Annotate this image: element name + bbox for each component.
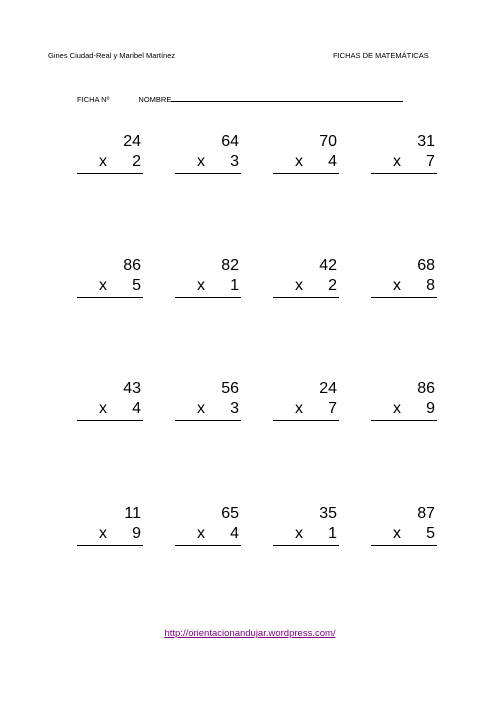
- answer-line: [175, 297, 241, 298]
- multiplication-problem: [273, 380, 339, 424]
- answer-line: [273, 420, 339, 421]
- answer-line: [371, 173, 437, 174]
- multiplicand: 87: [417, 505, 435, 522]
- multiply-operator: x: [197, 277, 205, 294]
- multiplication-problem: [77, 133, 143, 177]
- multiplication-problem: [371, 257, 437, 301]
- answer-line: [175, 173, 241, 174]
- multiply-operator: x: [295, 525, 303, 542]
- multiplier: 9: [426, 400, 435, 417]
- multiplier: 4: [328, 153, 337, 170]
- multiplier: 7: [426, 153, 435, 170]
- answer-line: [175, 420, 241, 421]
- multiplication-problem: [371, 133, 437, 177]
- multiplicand: 86: [417, 380, 435, 397]
- multiplicand: 31: [417, 133, 435, 150]
- answer-line: [273, 173, 339, 174]
- ficha-label: FICHA Nº: [77, 95, 110, 104]
- answer-line: [273, 545, 339, 546]
- multiplication-problem: [175, 133, 241, 177]
- multiply-operator: x: [393, 277, 401, 294]
- multiply-operator: x: [197, 153, 205, 170]
- multiplier: 1: [230, 277, 239, 294]
- multiplicand: 65: [221, 505, 239, 522]
- multiplicand: 86: [123, 257, 141, 274]
- multiplication-problem: [371, 380, 437, 424]
- multiplicand: 42: [319, 257, 337, 274]
- multiplication-problem: [175, 505, 241, 549]
- multiply-operator: x: [393, 525, 401, 542]
- nombre-field[interactable]: [171, 93, 403, 102]
- name-form-line: [77, 93, 403, 104]
- answer-line: [371, 420, 437, 421]
- multiplier: 4: [132, 400, 141, 417]
- answer-line: [371, 545, 437, 546]
- multiplier: 3: [230, 153, 239, 170]
- answer-line: [273, 297, 339, 298]
- footer-link[interactable]: http://orientacionandujar.wordpress.com/: [164, 628, 336, 639]
- multiply-operator: x: [295, 277, 303, 294]
- answer-line: [175, 545, 241, 546]
- multiply-operator: x: [197, 525, 205, 542]
- multiplication-problem: [273, 257, 339, 301]
- multiplication-problem: [175, 257, 241, 301]
- multiplication-problem: [371, 505, 437, 549]
- answer-line: [77, 545, 143, 546]
- multiply-operator: x: [197, 400, 205, 417]
- multiplication-problem: [273, 505, 339, 549]
- multiply-operator: x: [393, 400, 401, 417]
- answer-line: [77, 420, 143, 421]
- multiplication-problem: [273, 133, 339, 177]
- multiplier: 5: [426, 525, 435, 542]
- multiplication-problem: [175, 380, 241, 424]
- multiplicand: 35: [319, 505, 337, 522]
- multiplicand: 64: [221, 133, 239, 150]
- multiply-operator: x: [99, 400, 107, 417]
- multiply-operator: x: [99, 525, 107, 542]
- multiplier: 3: [230, 400, 239, 417]
- multiplication-problem: [77, 505, 143, 549]
- multiply-operator: x: [99, 153, 107, 170]
- multiplier: 9: [132, 525, 141, 542]
- multiplier: 2: [132, 153, 141, 170]
- multiplier: 1: [328, 525, 337, 542]
- authors-text: Gines Ciudad-Real y Maribel Martínez: [48, 51, 176, 60]
- multiplier: 8: [426, 277, 435, 294]
- multiplicand: 56: [221, 380, 239, 397]
- multiplication-problem: [77, 380, 143, 424]
- multiplicand: 11: [124, 505, 141, 522]
- multiplicand: 70: [319, 133, 337, 150]
- multiplier: 2: [328, 277, 337, 294]
- multiply-operator: x: [295, 400, 303, 417]
- answer-line: [371, 297, 437, 298]
- multiplier: 7: [328, 400, 337, 417]
- multiplicand: 82: [221, 257, 239, 274]
- multiply-operator: x: [393, 153, 401, 170]
- worksheet-title: FICHAS DE MATEMÁTICAS: [333, 51, 429, 60]
- multiply-operator: x: [295, 153, 303, 170]
- multiplication-problem: [77, 257, 143, 301]
- multiplicand: 24: [319, 380, 337, 397]
- answer-line: [77, 297, 143, 298]
- multiplier: 4: [230, 525, 239, 542]
- nombre-label: NOMBRE: [138, 95, 172, 104]
- multiplier: 5: [132, 277, 141, 294]
- multiplicand: 68: [417, 257, 435, 274]
- multiplicand: 24: [123, 133, 141, 150]
- multiplicand: 43: [123, 380, 141, 397]
- answer-line: [77, 173, 143, 174]
- multiply-operator: x: [99, 277, 107, 294]
